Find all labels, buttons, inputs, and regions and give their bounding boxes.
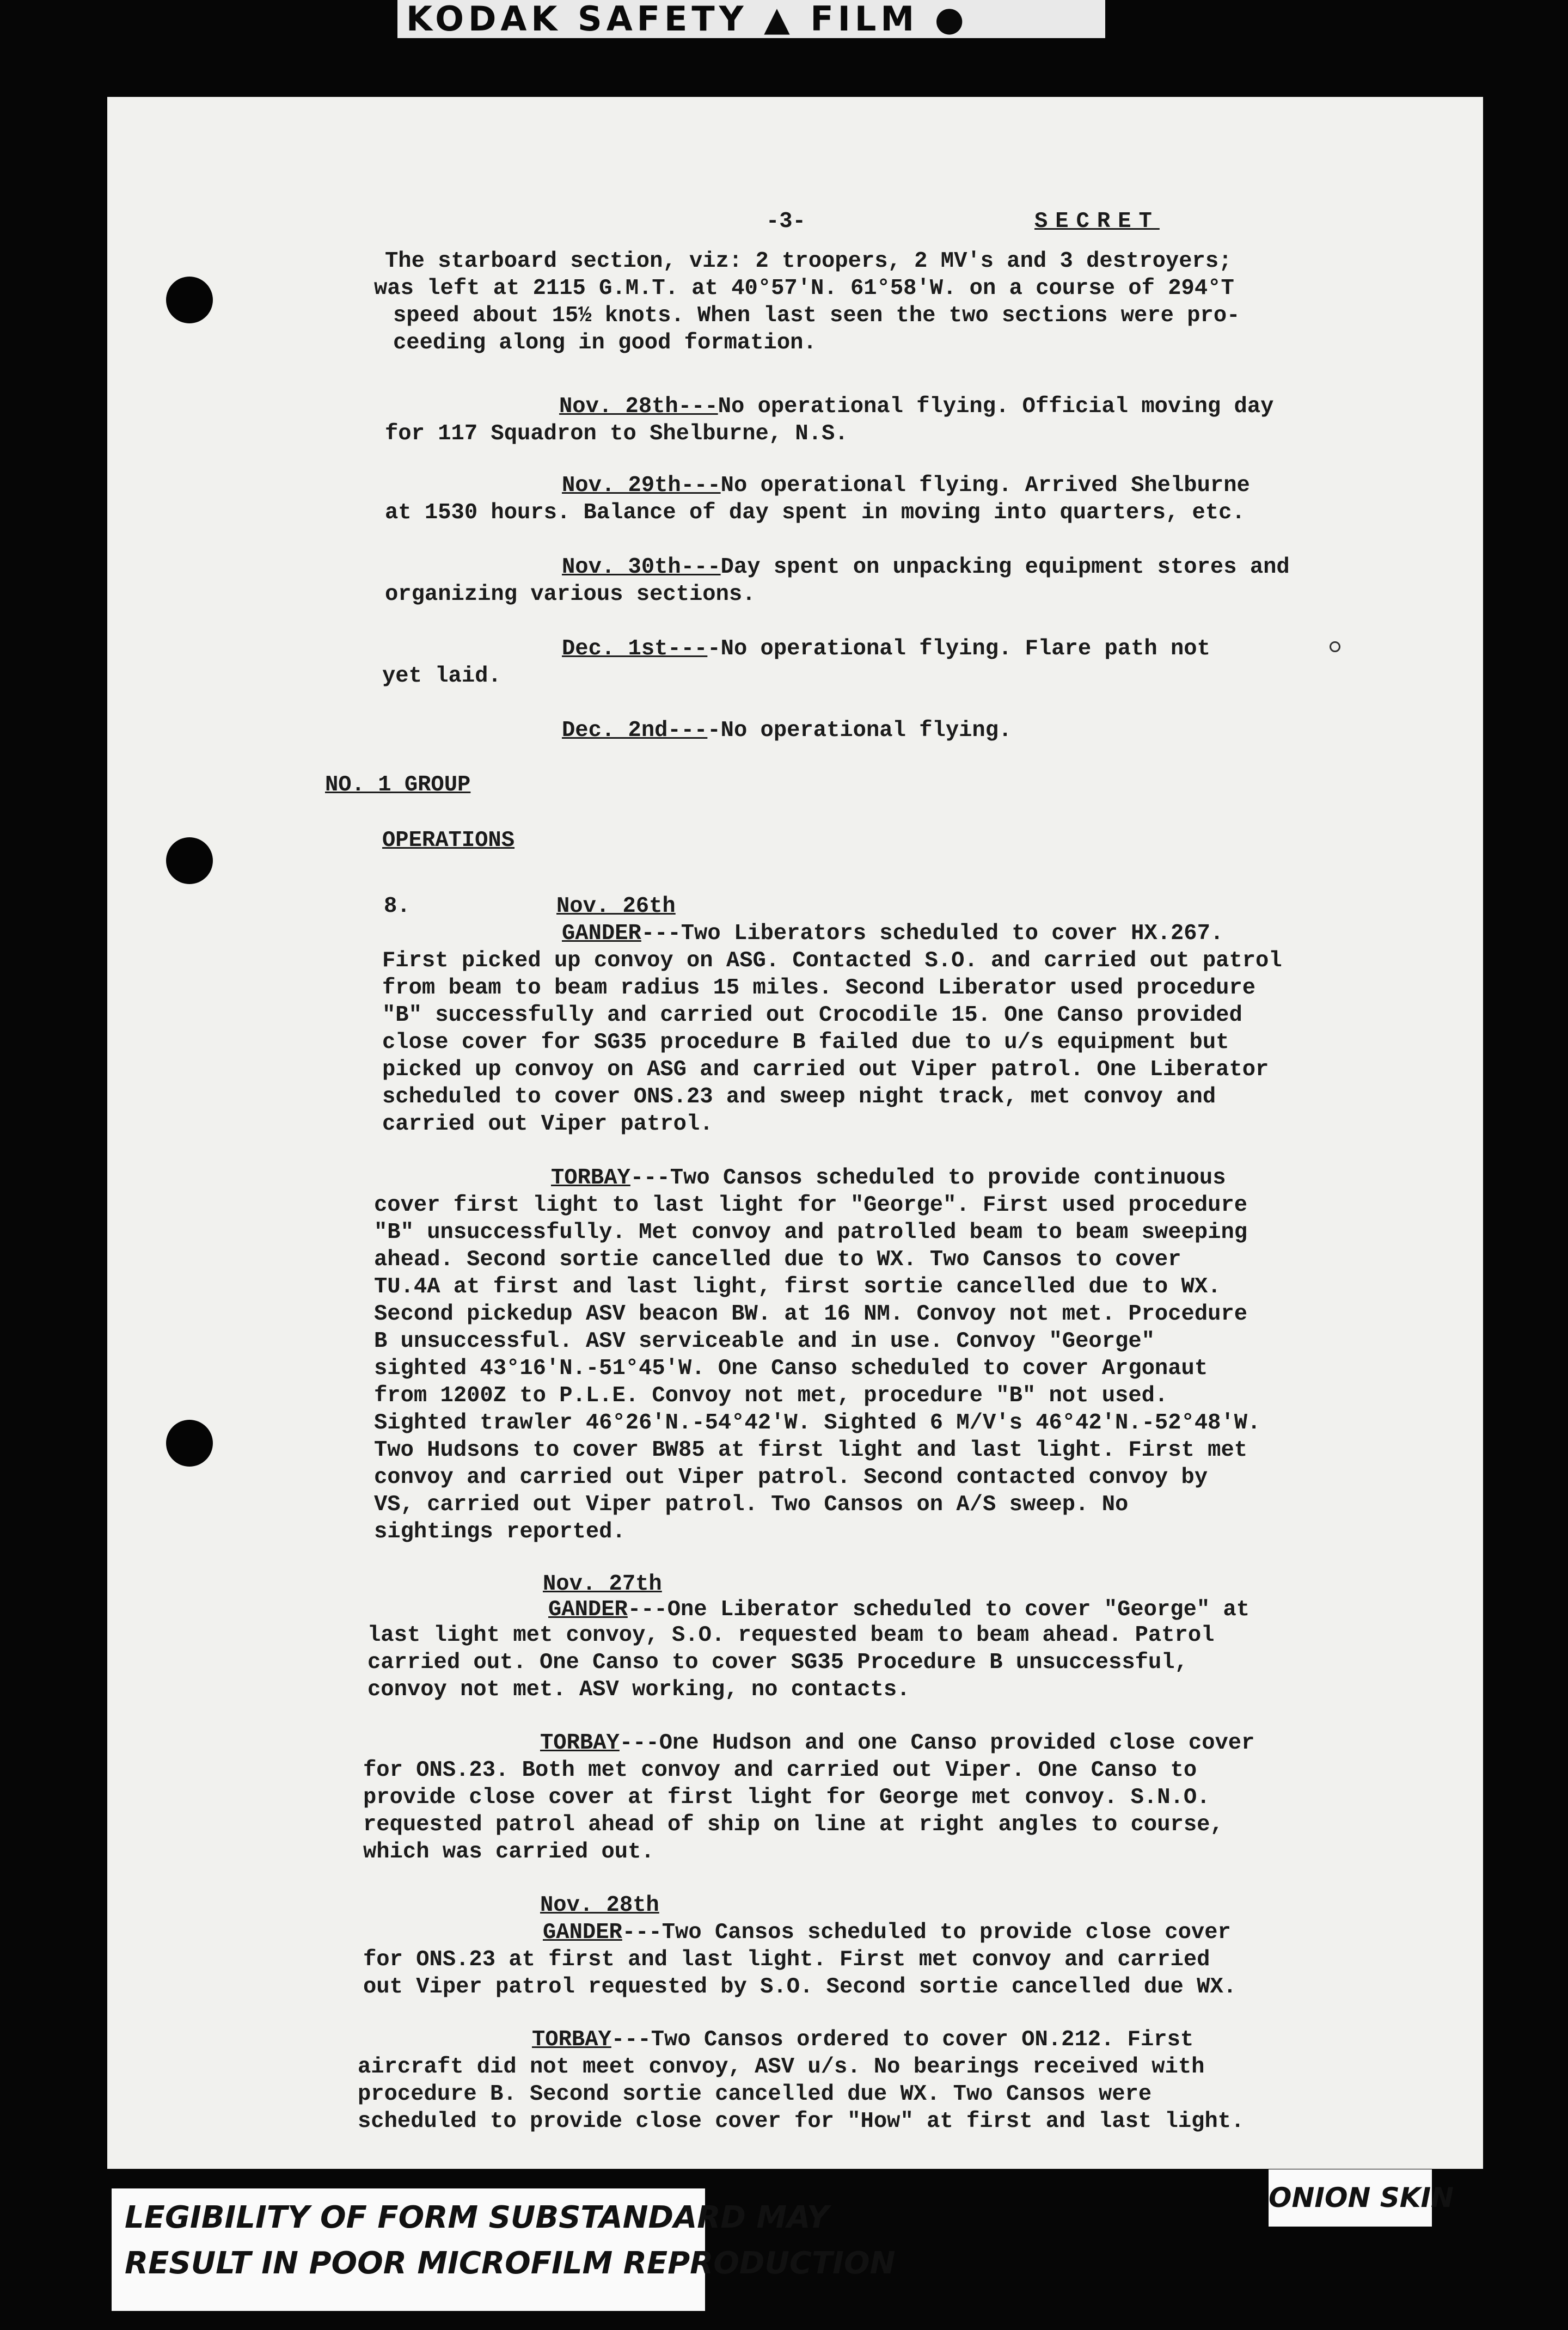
text-line: Nov. 29th---No operational flying. Arrived Shelburne [562,473,1250,498]
underlined-heading: Nov. 28th [540,1893,659,1918]
text-line: requested patrol ahead of ship on line at right angles to course, [363,1812,1223,1837]
text-line: out Viper patrol requested by S.O. Second sortie cancelled due WX. [363,1975,1237,2000]
underlined-heading: Nov. 29th--- [562,473,721,498]
text-line: scheduled to cover ONS.23 and sweep night track, met convoy and [382,1084,1216,1109]
text-line: Two Hudsons to cover BW85 at first light and last light. First met [374,1438,1248,1463]
text-line: GANDER---One Liberator scheduled to cover "George" at [548,1597,1250,1622]
text-line: for 117 Squadron to Shelburne, N.S. [385,421,848,446]
text-line [543,1571,662,1597]
text-line: procedure B. Second sortie cancelled due WX. Two Cansos were [358,2082,1152,2107]
text-line: Second pickedup ASV beacon BW. at 16 NM. Convoy not met. Procedure [374,1302,1248,1327]
text-line: B unsuccessful. ASV serviceable and in use. Convoy "George" [374,1329,1155,1354]
text-line: sightings reported. [374,1519,626,1544]
text-line: VS, carried out Viper patrol. Two Cansos on A/S sweep. No [374,1492,1129,1517]
text-line: Dec. 1st----No operational flying. Flare path not [562,636,1210,661]
text-line: Nov. 28th---No operational flying. Official moving day [559,394,1274,419]
page-number: -3- [766,209,806,234]
text-line: carried out Viper patrol. [382,1112,713,1137]
text-line: from 1200Z to P.L.E. Convoy not met, procedure "B" not used. [374,1383,1168,1408]
stray-mark [1330,641,1340,652]
text-line: TORBAY---Two Cansos ordered to cover ON.212. First [532,2027,1194,2052]
legibility-note [112,2188,896,2311]
text-line: TORBAY---Two Cansos scheduled to provide continuous [551,1166,1226,1191]
text-line: Dec. 2nd----No operational flying. [562,718,1012,743]
underlined-heading: Nov. 26th [556,894,676,919]
text-line: convoy not met. ASV working, no contacts. [367,1677,910,1702]
underlined-heading: Nov. 27th [543,1572,662,1597]
text-line: was left at 2115 G.M.T. at 40°57'N. 61°58'W. on a course of 294°T [374,276,1234,301]
underlined-heading: Nov. 28th--- [559,394,718,419]
text-line [325,772,470,798]
text-line: TORBAY---One Hudson and one Canso provided close cover [540,1731,1255,1756]
underlined-heading: TORBAY [532,2027,611,2052]
underlined-heading: Dec. 1st--- [562,636,708,661]
text-line: TU.4A at first and last light, first sortie cancelled due to WX. [374,1274,1221,1299]
classification-header: SECRET [1034,209,1160,234]
text-line: ceeding along in good formation. [393,330,817,355]
underlined-heading: TORBAY [540,1731,620,1756]
underlined-heading: Dec. 2nd--- [562,718,708,743]
text-line: Nov. 30th---Day spent on unpacking equipment stores and [562,555,1290,580]
text-line: for ONS.23 at first and last light. First met convoy and carried [363,1947,1210,1972]
text-line: from beam to beam radius 15 miles. Second Liberator used procedure [382,976,1256,1001]
text-line: convoy and carried out Viper patrol. Second contacted convoy by [374,1465,1208,1490]
text-line: at 1530 hours. Balance of day spent in moving into quarters, etc. [385,500,1245,525]
text-line: speed about 15½ knots. When last seen the two sections were pro- [393,303,1240,328]
text-line: GANDER---Two Cansos scheduled to provide close cover [543,1920,1231,1945]
onion-skin-note: ONION SKIN [1269,2169,1432,2227]
text-line: last light met convoy, S.O. requested beam to beam ahead. Patrol [367,1623,1215,1648]
text-line: for ONS.23. Both met convoy and carried out Viper. One Canso to [363,1758,1197,1783]
text-line: aircraft did not meet convoy, ASV u/s. No bearings received with [358,2055,1205,2080]
underlined-heading: Nov. 30th--- [562,555,721,580]
legibility-note-line-1: LEGIBILITY OF FORM SUBSTANDARD MAY [125,2200,829,2235]
punch-hole-2 [166,837,213,884]
text-line: ahead. Second sortie cancelled due to WX. Two Cansos to cover [374,1247,1181,1272]
underlined-heading: GANDER [548,1597,628,1622]
legibility-note-line-2: RESULT IN POOR MICROFILM REPRODUCTION [125,2246,896,2281]
punch-hole-1 [166,277,213,323]
text-line: "B" unsuccessfully. Met convoy and patrolled beam to beam sweeping [374,1220,1248,1245]
text-line [540,1892,659,1918]
text-line: The starboard section, viz: 2 troopers, 2 MV's and 3 destroyers; [385,249,1232,274]
text-line: carried out. One Canso to cover SG35 Procedure B unsuccessful, [367,1650,1188,1675]
document-page [107,97,1483,2169]
underlined-heading: TORBAY [551,1166,630,1191]
text-line: which was carried out. [363,1840,654,1865]
text-line: 8. [384,894,411,919]
text-line: organizing various sections. [385,582,756,607]
text-line [556,893,676,919]
underlined-heading: NO. 1 GROUP [325,772,471,798]
text-line: scheduled to provide close cover for "How" at first and last light. [358,2109,1245,2134]
punch-hole-3 [166,1420,213,1467]
film-edge-header: KODAK SAFETY ▲ FILM ● [397,0,1105,38]
text-line: "B" successfully and carried out Crocodile 15. One Canso provided [382,1003,1242,1028]
text-line: close cover for SG35 procedure B failed due to u/s equipment but [382,1030,1229,1055]
underlined-heading: GANDER [543,1920,622,1945]
text-line: provide close cover at first light for George met convoy. S.N.O. [363,1785,1210,1810]
text-line: GANDER---Two Liberators scheduled to cover HX.267. [562,921,1224,946]
text-line: cover first light to last light for "George". First used procedure [374,1193,1248,1218]
text-line: yet laid. [382,664,501,689]
text-line: sighted 43°16'N.-51°45'W. One Canso scheduled to cover Argonaut [374,1356,1208,1381]
text-line: Sighted trawler 46°26'N.-54°42'W. Sighted 6 M/V's 46°42'N.-52°48'W. [374,1411,1261,1436]
text-line [382,827,514,854]
text-line: picked up convoy on ASG and carried out Viper patrol. One Liberator [382,1057,1269,1082]
underlined-heading: OPERATIONS [382,828,515,853]
text-line: First picked up convoy on ASG. Contacted S.O. and carried out patrol [382,948,1282,973]
underlined-heading: GANDER [562,921,641,946]
